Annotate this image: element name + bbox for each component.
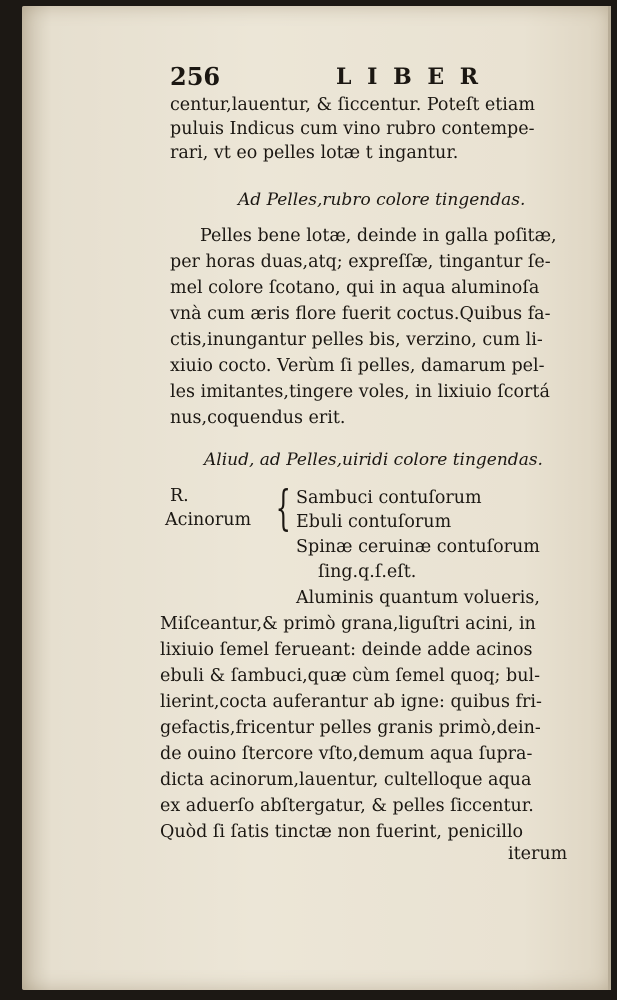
text-line: Miſceantur,& primò grana,liguſtri acini, in	[160, 614, 536, 634]
text-line: Pelles bene lotæ, deinde in galla poſitæ,	[200, 226, 557, 246]
text-line: centur,lauentur, & ſiccentur. Poteſt etiam	[170, 95, 535, 115]
recipe-acinorum: Acinorum	[165, 510, 252, 530]
catchword: iterum	[508, 844, 568, 864]
recipe-item: Spinæ ceruinæ contuſorum	[296, 537, 540, 557]
text-line: gefactis,fricentur pelles granis primò,dein-	[160, 718, 541, 738]
text-line: les imitantes,tingere voles, in lixiuio ſcortá	[170, 382, 550, 402]
page-number: 256	[170, 62, 221, 91]
text-line: vnà cum æris flore fuerit coctus.Quibus fa-	[170, 304, 551, 324]
text-line: rari, vt eo pelles lotæ t ingantur.	[170, 143, 459, 163]
recipe-r: R.	[170, 486, 189, 506]
text-line: lixiuio ſemel ferueant: deinde adde acinos	[160, 640, 533, 660]
text-line: dicta acinorum,lauentur, cultelloque aqua	[160, 770, 532, 790]
text-line: puluis Indicus cum vino rubro contempe-	[170, 119, 535, 139]
text-line: Quòd ſi ſatis tinctæ non fuerint, penicillo	[160, 822, 524, 842]
intro-block	[170, 94, 586, 164]
section2-body	[160, 614, 586, 854]
recipe-item: Sambuci contuſorum	[296, 488, 482, 508]
text-line: mel colore ſcotano, qui in aqua aluminoſa	[170, 278, 540, 298]
section-heading: Aliud, ad Pelles,uiridi colore tingendas.	[204, 450, 543, 470]
text-line: nus,coquendus erit.	[170, 408, 346, 428]
text-line: ebuli & ſambuci,quæ cùm ſemel quoq; bul-	[160, 666, 540, 686]
text-line: de ouino ſtercore vſto,demum aqua ſupra-	[160, 744, 533, 764]
recipe-item: Aluminis quantum volueris,	[296, 588, 540, 608]
text-line: ctis,inungantur pelles bis, verzino, cum li-	[170, 330, 543, 350]
text-line: xiuio cocto. Verùm ſi pelles, damarum pel-	[170, 356, 545, 376]
text-line: per horas duas,atq; expreſſæ, tingantur ſe-	[170, 252, 551, 272]
recipe-brace: {	[275, 480, 291, 536]
page-edge	[608, 6, 611, 990]
section1-body	[170, 226, 586, 426]
recipe-item: Ebuli contuſorum	[296, 512, 452, 532]
text-line: ex aduerſo abſtergatur, & pelles ſiccentur.	[160, 796, 534, 816]
running-title: L I B E R	[336, 64, 483, 90]
text-line: lierint,cocta auferantur ab igne: quibus fri-	[160, 692, 542, 712]
recipe-item: ſing.q.ſ.eſt.	[318, 562, 417, 582]
section-heading: Ad Pelles,rubro colore tingendas.	[238, 190, 526, 210]
